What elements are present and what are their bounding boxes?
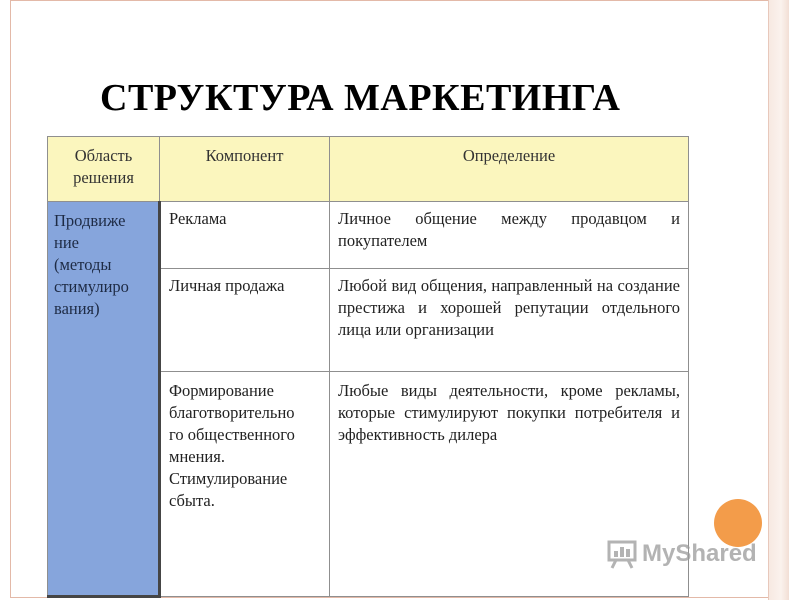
header-area: Область решения [48, 137, 160, 202]
presentation-board-icon [606, 538, 638, 570]
area-cell: Продвиже ние (методы стимулиро вания) [48, 202, 160, 597]
definition-cell: Любые виды деятельности, кроме рекламы, которые стимулируют покупки потребителя и эффективность дилера [330, 372, 689, 597]
component-cell: Реклама [160, 202, 330, 269]
slide-title: СТРУКТУРА МАРКЕТИНГА [100, 77, 621, 119]
table-row [48, 202, 689, 269]
definition-cell: Любой вид общения, направленный на создание престижа и хорошей репутации отдельного лица или организации [330, 269, 689, 372]
definition-cell: Личное общение между продавцом и покупателем [330, 202, 689, 269]
watermark [606, 536, 757, 572]
component-cell: Формирование благотворительно го общественного мнения. Стимулирование сбыта. [160, 372, 330, 597]
watermark-text: MyShared [642, 540, 757, 567]
marketing-structure-table [47, 136, 689, 598]
table-header-row [48, 137, 689, 202]
header-definition: Определение [330, 137, 689, 202]
component-cell: Личная продажа [160, 269, 330, 372]
decorative-side-stripe [768, 0, 789, 600]
header-component: Компонент [160, 137, 330, 202]
